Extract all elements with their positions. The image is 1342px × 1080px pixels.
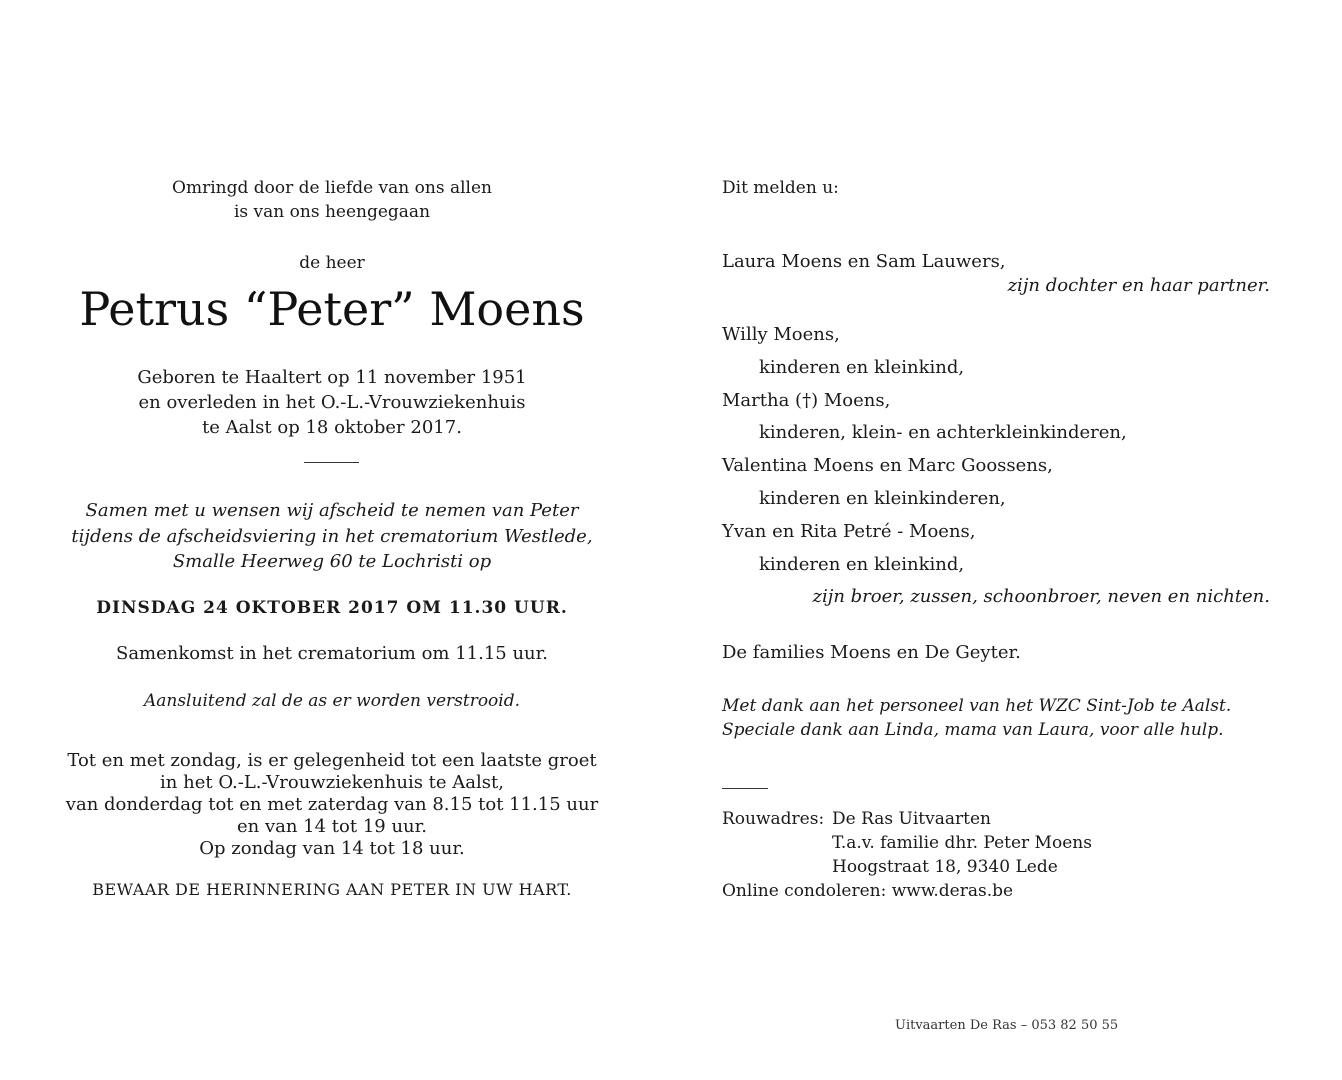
birth-line-3: te Aalst op 18 oktober 2017. [202, 417, 462, 438]
family-member: Laura Moens en Sam Lauwers, [722, 251, 1006, 272]
family-member: Yvan en Rita Petré - Moens, [722, 521, 976, 542]
deceased-name: Petrus “Peter” Moens [79, 282, 585, 336]
thanks-line-2: Speciale dank aan Linda, mama van Laura, voor alle hulp. [722, 720, 1224, 740]
closing-text: BEWAAR DE HERINNERING AAN PETER IN UW HART. [92, 880, 572, 899]
left-page [0, 0, 664, 1080]
ashes-text: Aansluitend zal de as er worden verstrooid. [143, 691, 521, 711]
family-member: Valentina Moens en Marc Goossens, [722, 455, 1053, 476]
address-label: Rouwadres: [722, 809, 825, 829]
visit-line-2: in het O.-L.-Vrouwziekenhuis te Aalst, [160, 772, 504, 793]
address-line-3: Hoogstraat 18, 9340 Lede [832, 857, 1058, 877]
family-relation: zijn broer, zussen, schoonbroer, neven en nichten. [812, 586, 1270, 607]
intro-line-1: Omringd door de liefde van ons allen [172, 178, 492, 198]
ceremony-line-3: Smalle Heerweg 60 te Lochristi op [172, 551, 492, 572]
divider [722, 788, 768, 789]
right-page [722, 0, 1282, 1080]
families-text: De families Moens en De Geyter. [722, 642, 1021, 663]
gathering-text: Samenkomst in het crematorium om 11.15 uur. [115, 643, 549, 664]
intro-line-2: is van ons heengegaan [233, 202, 431, 222]
visit-line-4: en van 14 tot 19 uur. [237, 816, 427, 837]
birth-line-1: Geboren te Haaltert op 11 november 1951 [137, 367, 527, 388]
visit-line-1: Tot en met zondag, is er gelegenheid tot een laatste groet [67, 750, 597, 771]
announce-text: Dit melden u: [722, 178, 839, 198]
family-relation: zijn dochter en haar partner. [1007, 275, 1270, 296]
online-condolence: Online condoleren: www.deras.be [722, 881, 1014, 901]
family-relation: kinderen en kleinkind, [759, 554, 965, 575]
thanks-line-1: Met dank aan het personeel van het WZC Sint-Job te Aalst. [722, 696, 1232, 716]
divider [304, 462, 359, 463]
ceremony-line-1: Samen met u wensen wij afscheid te nemen van Peter [85, 500, 579, 521]
family-member: Martha (†) Moens, [722, 390, 891, 411]
family-relation: kinderen en kleinkind, [759, 357, 965, 378]
family-relation: kinderen, klein- en achterkleinkinderen, [759, 422, 1127, 443]
honorific: de heer [299, 253, 365, 273]
footer-credit: Uitvaarten De Ras – 053 82 50 55 [895, 1018, 1119, 1033]
visit-line-3: van donderdag tot en met zaterdag van 8.15 tot 11.15 uur [65, 794, 599, 815]
address-line-1: De Ras Uitvaarten [832, 809, 991, 829]
ceremony-line-2: tijdens de afscheidsviering in het crematorium Westlede, [71, 526, 593, 547]
family-member: Willy Moens, [722, 324, 840, 345]
family-relation: kinderen en kleinkinderen, [759, 488, 1006, 509]
visit-line-5: Op zondag van 14 tot 18 uur. [199, 838, 465, 859]
birth-line-2: en overleden in het O.-L.-Vrouwziekenhuis [138, 392, 526, 413]
address-line-2: T.a.v. familie dhr. Peter Moens [832, 833, 1092, 853]
ceremony-date: DINSDAG 24 OKTOBER 2017 OM 11.30 UUR. [96, 598, 568, 618]
